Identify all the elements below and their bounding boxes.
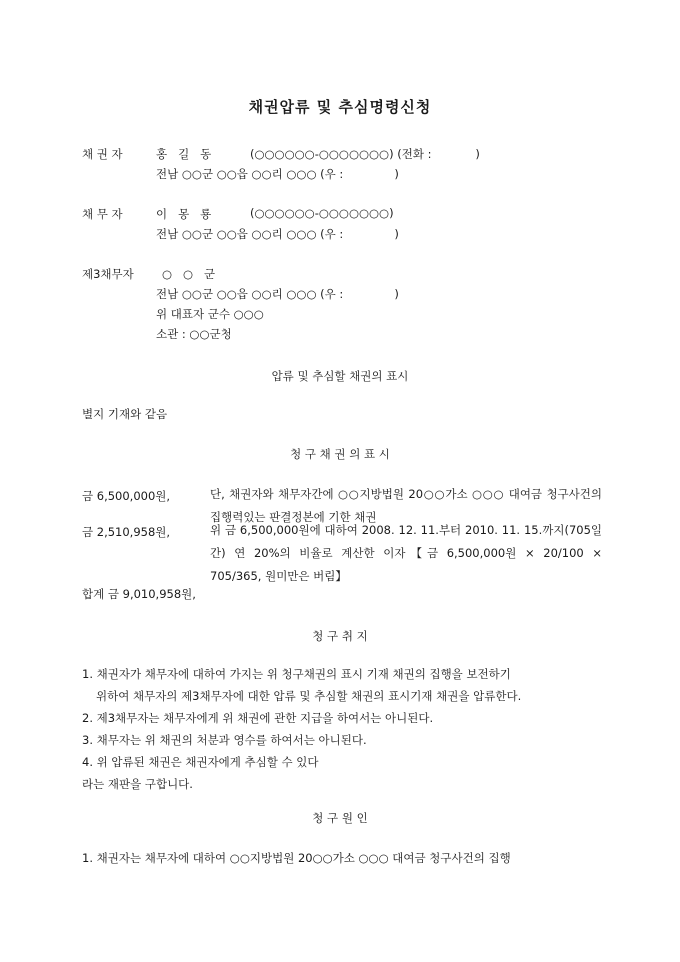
- seizure-heading: 압류 및 추심할 채권의 표시: [271, 369, 409, 383]
- third-debtor-name: ○ ○ 군: [162, 267, 216, 281]
- cause-item-1: 1. 채권자는 채무자에 대하여 ○○지방법원 20○○가소 ○○○ 대여금 청구사건의 집행: [82, 851, 511, 865]
- claim-heading: 청 구 채 권 의 표 시: [290, 447, 390, 461]
- purpose-heading: 청 구 취 지: [312, 629, 368, 643]
- claim-amount-1: 금 6,500,000원,: [82, 489, 171, 503]
- third-debtor-jurisdiction: 소관 : ○○군청: [156, 327, 232, 341]
- creditor-id-phone: (○○○○○○-○○○○○○○) (전화 : ): [250, 147, 480, 161]
- creditor-address: 전남 ○○군 ○○읍 ○○리 ○○○ (우 : ): [156, 167, 399, 181]
- purpose-item-4: 4. 위 압류된 채권은 채권자에게 추심할 수 있다: [82, 755, 319, 769]
- purpose-item-1-line-2: 위하여 채무자의 제3채무자에 대한 압류 및 추심할 채권의 표시기재 채권을 압류한다.: [96, 689, 522, 703]
- debtor-role-label: 채 무 자: [82, 207, 123, 221]
- purpose-item-2: 2. 제3채무자는 채무자에게 위 채권에 관한 지급을 하여서는 아니된다.: [82, 711, 434, 725]
- cause-heading: 청 구 원 인: [312, 811, 368, 825]
- claim-total: 합계 금 9,010,958원,: [82, 587, 196, 601]
- seizure-body: 별지 기재와 같음: [82, 407, 168, 421]
- purpose-item-3: 3. 채무자는 위 채권의 처분과 영수를 하여서는 아니된다.: [82, 733, 367, 747]
- debtor-address: 전남 ○○군 ○○읍 ○○리 ○○○ (우 : ): [156, 227, 399, 241]
- claim-desc-1: 단, 채권자와 채무자간에 ○○지방법원 20○○가소 ○○○ 대여금 청구사건의 집행력있는 판결정본에 기한 채권: [210, 487, 602, 524]
- third-debtor-representative: 위 대표자 군수 ○○○: [156, 307, 264, 321]
- third-debtor-address: 전남 ○○군 ○○읍 ○○리 ○○○ (우 : ): [156, 287, 399, 301]
- third-debtor-role-label: 제3채무자: [82, 267, 134, 281]
- creditor-name: 홍 길 동: [156, 147, 212, 161]
- claim-desc-2: 위 금 6,500,000원에 대하여 2008. 12. 11.부터 2010. 11. 15.까지(705일간) 연 20%의 비율로 계산한 이자【금 6,500,000원 × 20/100 × 705/365, 원미만은 버림】: [210, 523, 602, 583]
- purpose-closing: 라는 재판을 구합니다.: [82, 777, 193, 791]
- purpose-item-1-line-1: 1. 채권자가 채무자에 대하여 가지는 위 청구채권의 표시 기재 채권의 집행을 보전하기: [82, 667, 511, 681]
- debtor-name: 이 몽 룡: [156, 207, 212, 221]
- debtor-id: (○○○○○○-○○○○○○○): [250, 206, 394, 220]
- creditor-role-label: 채 권 자: [82, 147, 123, 161]
- claim-amount-2: 금 2,510,958원,: [82, 525, 171, 539]
- document-title: 채권압류 및 추심명령신청: [248, 98, 432, 116]
